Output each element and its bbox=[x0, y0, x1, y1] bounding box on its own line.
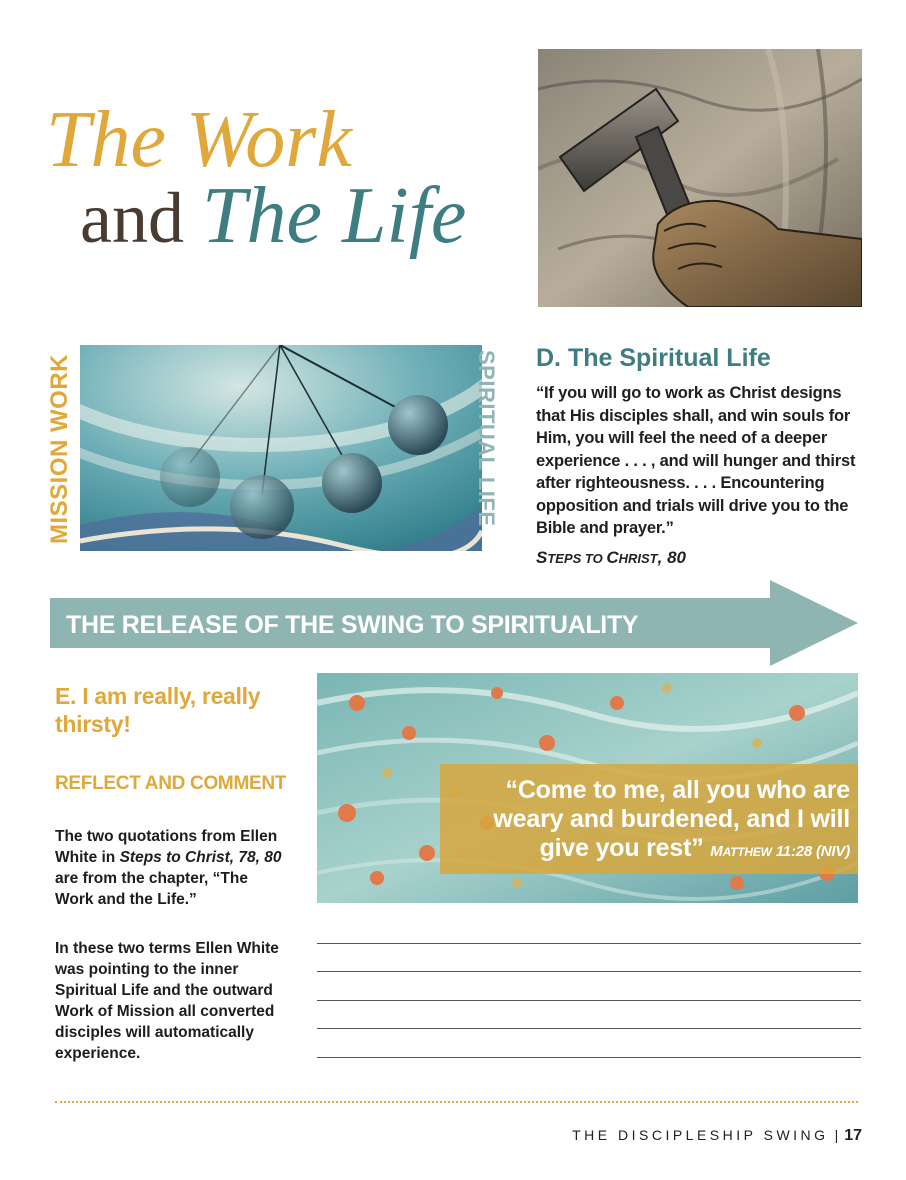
section-e-heading: E. I am really, really thirsty! bbox=[55, 683, 261, 737]
writing-line[interactable] bbox=[317, 1057, 861, 1058]
citation-c: C bbox=[606, 548, 619, 567]
para1-book-title: Steps to Christ, 78, 80 bbox=[119, 849, 282, 866]
page-footer bbox=[480, 1127, 862, 1145]
para1-start: The two quotations from Ellen White in bbox=[55, 828, 278, 866]
reflect-comment-heading: REFLECT AND COMMENT bbox=[55, 773, 287, 794]
footer-dotted-rule bbox=[55, 1101, 858, 1103]
citation-teps: TEPS TO bbox=[547, 551, 607, 566]
verse-ref-rest: 11:28 (NIV) bbox=[771, 843, 850, 860]
citation-s: S bbox=[536, 548, 548, 567]
release-banner-text: THE RELEASE OF THE SWING TO SPIRITUALITY bbox=[66, 611, 639, 639]
title-and: and bbox=[80, 178, 202, 258]
spiritual-life-label: SPIRITUAL LIFE bbox=[474, 350, 499, 527]
hammer-hand-painting bbox=[538, 49, 862, 307]
writing-line[interactable] bbox=[317, 1000, 861, 1001]
verse-reference bbox=[710, 843, 850, 860]
writing-line[interactable] bbox=[317, 1028, 861, 1029]
mission-work-label: MISSION WORK bbox=[46, 354, 73, 544]
body-paragraph-1 bbox=[55, 826, 290, 910]
title-line-1: The Work bbox=[46, 96, 352, 184]
quote-citation bbox=[536, 548, 686, 568]
verse-quote bbox=[448, 776, 850, 867]
title-the-life: The Life bbox=[201, 172, 467, 260]
footer-separator: | bbox=[834, 1127, 839, 1143]
section-d-heading: D. The Spiritual Life bbox=[536, 344, 771, 372]
title-line-2 bbox=[80, 168, 466, 266]
para1-end: are from the chapter, “The Work and the Life.” bbox=[55, 870, 248, 908]
body-paragraph-2: In these two terms Ellen White was pointing to the inner Spiritual Life and the outward Work of Mission all converted disciples will automatically experience. bbox=[55, 940, 279, 1062]
citation-hrist: HRIST bbox=[618, 551, 658, 566]
verse-ref-atthew: ATTHEW bbox=[722, 845, 772, 859]
writing-line[interactable] bbox=[317, 971, 861, 972]
page-number: 17 bbox=[844, 1127, 862, 1144]
verse-ref-m: M bbox=[710, 843, 723, 860]
spiritual-life-quote: “If you will go to work as Christ designs that His disciples shall, and win souls for Him, you will feel the need of a deeper experience . . . , and will hunger and thirst after righteousness. . . . Encountering opposition and trials will drive you to the Bible and prayer.” bbox=[536, 384, 856, 537]
verse-text: “Come to me, all you who are weary and burdened, and I will give you rest” bbox=[493, 776, 850, 862]
citation-page: , 80 bbox=[657, 548, 686, 567]
running-title: THE DISCIPLESHIP SWING bbox=[572, 1127, 829, 1143]
pendulum-painting bbox=[80, 345, 482, 551]
writing-line[interactable] bbox=[317, 943, 861, 944]
